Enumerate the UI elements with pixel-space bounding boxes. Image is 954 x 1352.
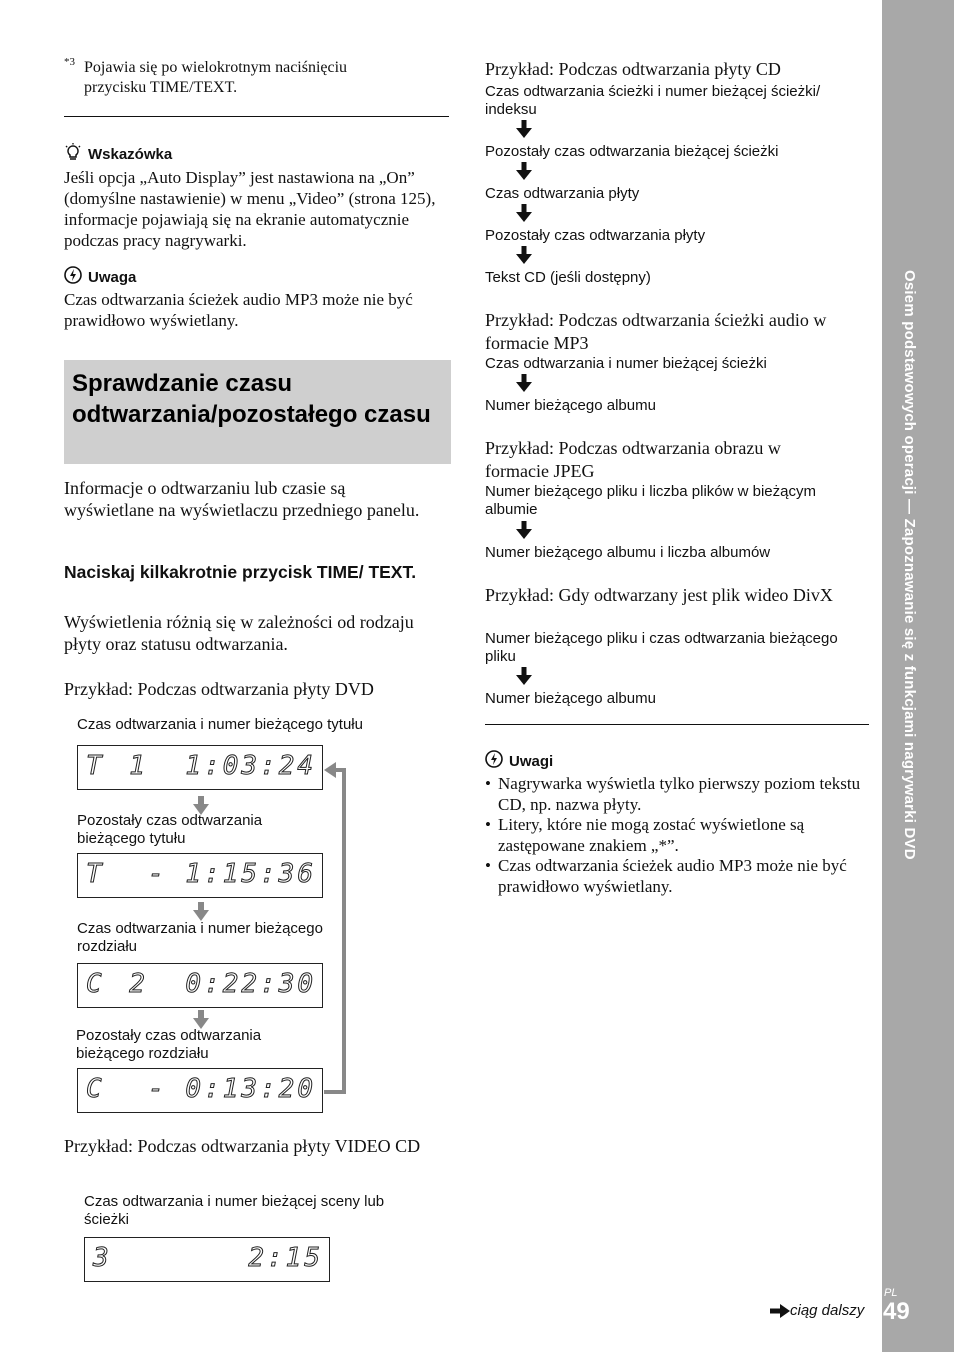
mp3-item-1: Czas odtwarzania i numer bieżącej ścieżki <box>485 355 767 372</box>
divider <box>64 116 449 117</box>
cd-item-5: Tekst CD (jeśli dostępny) <box>485 269 651 286</box>
footnote-text: Pojawia się po wielokrotnym naciśnięciu przycisku TIME/TEXT. <box>84 59 348 96</box>
lcd-right-4: - 0:13:20 <box>148 1074 316 1104</box>
tip-text: Jeśli opcja „Auto Display” jest nastawiona na „On” (domyślne nastawienie) w menu „Video” (strona 125), informacje pojawiają się na ekranie automatycznie podczas pracy nagrywarki. <box>64 168 436 250</box>
lcd-display-4 <box>77 1068 323 1113</box>
lcd-display-1 <box>77 745 323 790</box>
notes-block <box>485 750 869 897</box>
section-heading <box>64 360 451 464</box>
step-text: Wyświetlenia różnią się w zależności od rodzaju płyty oraz statusu odtwarzania. <box>64 612 414 654</box>
divx-item-1: Numer bieżącego pliku i czas odtwarzania bieżącego pliku <box>485 630 838 665</box>
warning-icon <box>485 750 503 772</box>
notes-list <box>485 774 869 897</box>
divx-item-2: Numer bieżącego albumu <box>485 690 656 707</box>
dvd-label-2: Pozostały czas odtwarzania bieżącego tytułu <box>77 812 263 847</box>
tip-block <box>64 143 449 251</box>
lcd-display-2 <box>77 853 323 898</box>
lcd-right-2: - 1:15:36 <box>148 859 316 889</box>
vcd-label: Czas odtwarzania i numer bieżącej sceny lub ścieżki <box>84 1193 385 1228</box>
page-lang: PL <box>884 1287 898 1299</box>
lcd-left-1: T 1 <box>86 751 151 781</box>
cd-item-2: Pozostały czas odtwarzania bieżącej ścieżki <box>485 143 779 160</box>
dvd-example-title: Przykład: Podczas odtwarzania płyty DVD <box>64 679 374 699</box>
divx-example-title: Przykład: Gdy odtwarzany jest plik wideo DivX <box>485 585 833 605</box>
continued-text: ciąg dalszy <box>790 1302 865 1319</box>
lcd-left-4: C <box>86 1074 108 1104</box>
sidebar <box>882 0 954 1352</box>
arrow-down-icon <box>516 667 532 685</box>
arrow-down-icon <box>516 162 532 180</box>
lcd-left-2: T <box>86 859 108 889</box>
jpeg-item-1: Numer bieżącego pliku i liczba plików w bieżącym albumie <box>485 483 816 518</box>
arrow-down-icon <box>192 902 210 922</box>
section-title: Sprawdzanie czasu odtwarzania/pozostałego czasu <box>72 370 431 428</box>
list-item: • Czas odtwarzania ścieżek audio MP3 może nie być prawidłowo wyświetlany. <box>485 856 869 897</box>
warning-icon <box>64 266 82 288</box>
lcd-display-3 <box>77 963 323 1008</box>
lightbulb-icon <box>64 143 82 165</box>
arrow-down-icon <box>516 521 532 539</box>
note-text: Czas odtwarzania ścieżek audio MP3 może nie być prawidłowo wyświetlany. <box>64 290 413 330</box>
arrow-right-icon <box>770 1304 790 1318</box>
loop-back-arrow-icon <box>322 758 352 1098</box>
note-block <box>64 266 449 331</box>
page-number: 49 <box>883 1298 910 1325</box>
step-heading: Naciskaj kilkakrotnie przycisk TIME/ TEXT. <box>64 562 417 582</box>
dvd-label-4: Pozostały czas odtwarzania bieżącego rozdziału <box>76 1027 262 1062</box>
mp3-example-title: Przykład: Podczas odtwarzania ścieżki audio w formacie MP3 <box>485 310 827 353</box>
sidebar-chapter-title: Osiem podstawowych operacji — Zapoznawanie się z funkcjami nagrywarki DVD <box>901 270 918 860</box>
arrow-down-icon <box>516 204 532 222</box>
lcd-display-vcd <box>84 1237 330 1282</box>
list-item: • Nagrywarka wyświetla tylko pierwszy poziom tekstu CD, np. nazwa płyty. <box>485 774 869 815</box>
cd-example-title: Przykład: Podczas odtwarzania płyty CD <box>485 59 781 79</box>
lcd-left-vcd: 3 <box>93 1243 109 1273</box>
notes-label: Uwagi <box>509 752 554 770</box>
list-item: • Litery, które nie mogą zostać wyświetlone są zastępowane znakiem „*”. <box>485 815 869 856</box>
arrow-down-icon <box>516 374 532 392</box>
dvd-label-1: Czas odtwarzania i numer bieżącego tytułu <box>77 716 363 733</box>
vcd-example-title: Przykład: Podczas odtwarzania płyty VIDEO CD <box>64 1136 421 1156</box>
intro-text: Informacje o odtwarzaniu lub czasie są wyświetlane na wyświetlaczu przedniego panelu. <box>64 478 420 520</box>
lcd-right-vcd: 2:15 <box>248 1243 323 1273</box>
cd-item-1: Czas odtwarzania ścieżki i numer bieżącej ścieżki/ indeksu <box>485 83 821 118</box>
lcd-left-3: C 2 <box>86 969 151 999</box>
cd-item-4: Pozostały czas odtwarzania płyty <box>485 227 706 244</box>
lcd-right-1: 1:03:24 <box>185 751 316 781</box>
jpeg-example-title: Przykład: Podczas odtwarzania obrazu w formacie JPEG <box>485 438 781 481</box>
lcd-right-3: 0:22:30 <box>185 969 316 999</box>
footnote <box>64 58 444 98</box>
divider <box>485 724 869 725</box>
tip-label: Wskazówka <box>88 145 173 163</box>
continued-indicator <box>770 1302 864 1319</box>
jpeg-item-2: Numer bieżącego albumu i liczba albumów <box>485 544 771 561</box>
arrow-down-icon <box>516 120 532 138</box>
footnote-mark: *3 <box>64 56 75 68</box>
cd-item-3: Czas odtwarzania płyty <box>485 185 640 202</box>
note-label: Uwaga <box>88 268 137 286</box>
arrow-down-icon <box>516 246 532 264</box>
mp3-item-2: Numer bieżącego albumu <box>485 397 656 414</box>
dvd-label-3: Czas odtwarzania i numer bieżącego rozdziału <box>77 920 323 955</box>
